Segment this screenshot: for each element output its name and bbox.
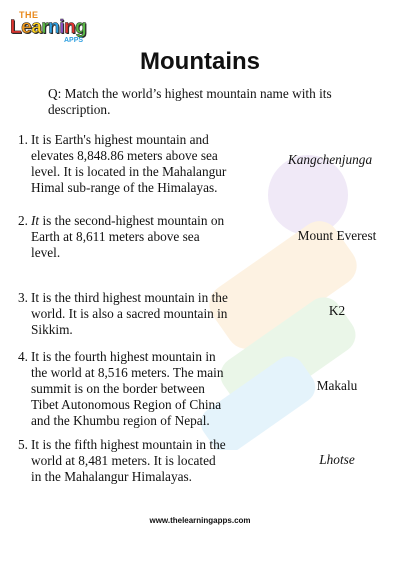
item-5 (18, 437, 228, 485)
item-2 (18, 213, 228, 261)
answer-kangchenjunga: Kangchenjunga (287, 152, 373, 167)
item-description: It is Earth's highest mountain and elevates 8,848.86 meters above sea level. It is located in the Mahalangur Himal sub-range of the Himalayas. (31, 132, 227, 195)
item-4 (18, 349, 228, 429)
logo (6, 8, 98, 46)
answer-lhotse: Lhotse (319, 452, 355, 467)
item-description: It is the fourth highest mountain in the world at 8,516 meters. The main summit is on the border between Tibet Autonomous Region of China and the Khumbu region of Nepal. (31, 349, 224, 428)
item-description-rest: is the second-highest mountain on Earth at 8,611 meters above sea level. (31, 213, 225, 260)
footer-url[interactable]: www.thelearningapps.com (149, 516, 251, 525)
answer-mount-everest: Mount Everest (297, 228, 377, 243)
page-title: Mountains (140, 48, 260, 75)
item-3 (18, 290, 228, 338)
item-number: 4. (18, 349, 28, 364)
item-1 (18, 132, 228, 196)
question-text: Q: Match the world’s highest mountain name with its description. (48, 86, 332, 117)
answer-makalu: Makalu (316, 378, 358, 393)
item-description-lead: It (31, 213, 40, 228)
item-description (31, 213, 228, 261)
answer-k2: K2 (328, 303, 346, 318)
item-number: 3. (18, 290, 28, 305)
logo-small-text: THE (19, 10, 39, 20)
item-description: It is the third highest mountain in the world. It is also a sacred mountain in Sikkim. (31, 290, 228, 337)
item-description: It is the fifth highest mountain in the world at 8,481 meters. It is located in the Mahalangur Himalayas. (31, 437, 226, 484)
item-number: 2. (18, 213, 28, 228)
item-number: 5. (18, 437, 28, 452)
logo-sub-text: APPS (64, 37, 84, 44)
logo-main-text: Learning (10, 17, 87, 38)
item-number: 1. (18, 132, 28, 147)
